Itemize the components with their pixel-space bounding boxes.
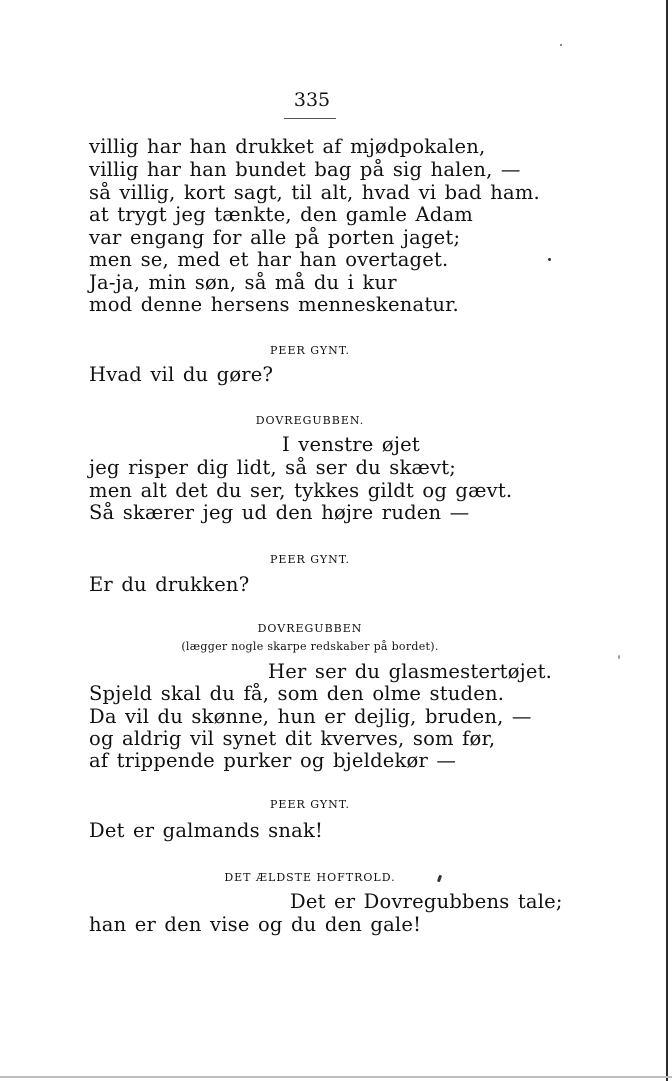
verse-line: men se, med et har han overtaget. (89, 248, 449, 271)
page-edge-right (666, 0, 668, 1081)
verse-line: villig har han drukket af mjødpokalen, (89, 135, 486, 158)
verse-line: af trippende purker og bjeldekør — (89, 749, 457, 772)
verse-line: Hvad vil du gøre? (89, 363, 274, 386)
verse-line: Her ser du glasmestertøjet. (268, 660, 553, 683)
verse-line: jeg risper dig lidt, så ser du skævt; (89, 456, 457, 479)
speaker-heading: DET ÆLDSTE HOFTROLD. (224, 871, 396, 884)
verse-line: Det er galmands snak! (89, 819, 324, 842)
verse-line: I venstre øjet (282, 433, 420, 456)
verse-line: men alt det du ser, tykkes gildt og gævt. (89, 479, 513, 502)
verse-line: han er den vise og du den gale! (89, 913, 422, 936)
verse-line: Da vil du skønne, hun er dejlig, bruden, — (89, 705, 532, 728)
page-edge-bottom (0, 1076, 672, 1078)
verse-line: så villig, kort sagt, til alt, hvad vi bad ham. (89, 181, 540, 204)
verse-line: mod denne hersens menneskenatur. (89, 293, 459, 316)
page-number-rule (284, 118, 336, 119)
scan-speck (618, 655, 620, 659)
verse-line: villig har han bundet bag på sig halen, — (89, 158, 521, 181)
verse-line: og aldrig vil synet dit kverves, som før, (89, 727, 496, 750)
verse-line: Spjeld skal du få, som den olme studen. (89, 682, 505, 705)
verse-line: Er du drukken? (89, 573, 250, 596)
speaker-heading: DOVREGUBBEN. (255, 414, 365, 427)
scan-speck (560, 44, 562, 46)
speaker-heading: PEER GYNT. (270, 553, 350, 566)
scan-speck (548, 258, 551, 261)
speaker-heading: PEER GYNT. (270, 344, 350, 357)
page-number: 335 (293, 89, 331, 111)
stage-direction: (lægger nogle skarpe redskaber på bordet). (181, 640, 439, 653)
verse-line: at trygt jeg tænkte, den gamle Adam (89, 203, 473, 226)
verse-line: Så skærer jeg ud den højre ruden — (89, 501, 470, 524)
speaker-heading: DOVREGUBBEN (257, 622, 363, 635)
verse-line: Det er Dovregubbens tale; (290, 890, 563, 913)
speaker-heading: PEER GYNT. (270, 798, 350, 811)
verse-line: Ja-ja, min søn, så må du i kur (89, 271, 397, 294)
verse-line: var engang for alle på porten jaget; (89, 226, 461, 249)
